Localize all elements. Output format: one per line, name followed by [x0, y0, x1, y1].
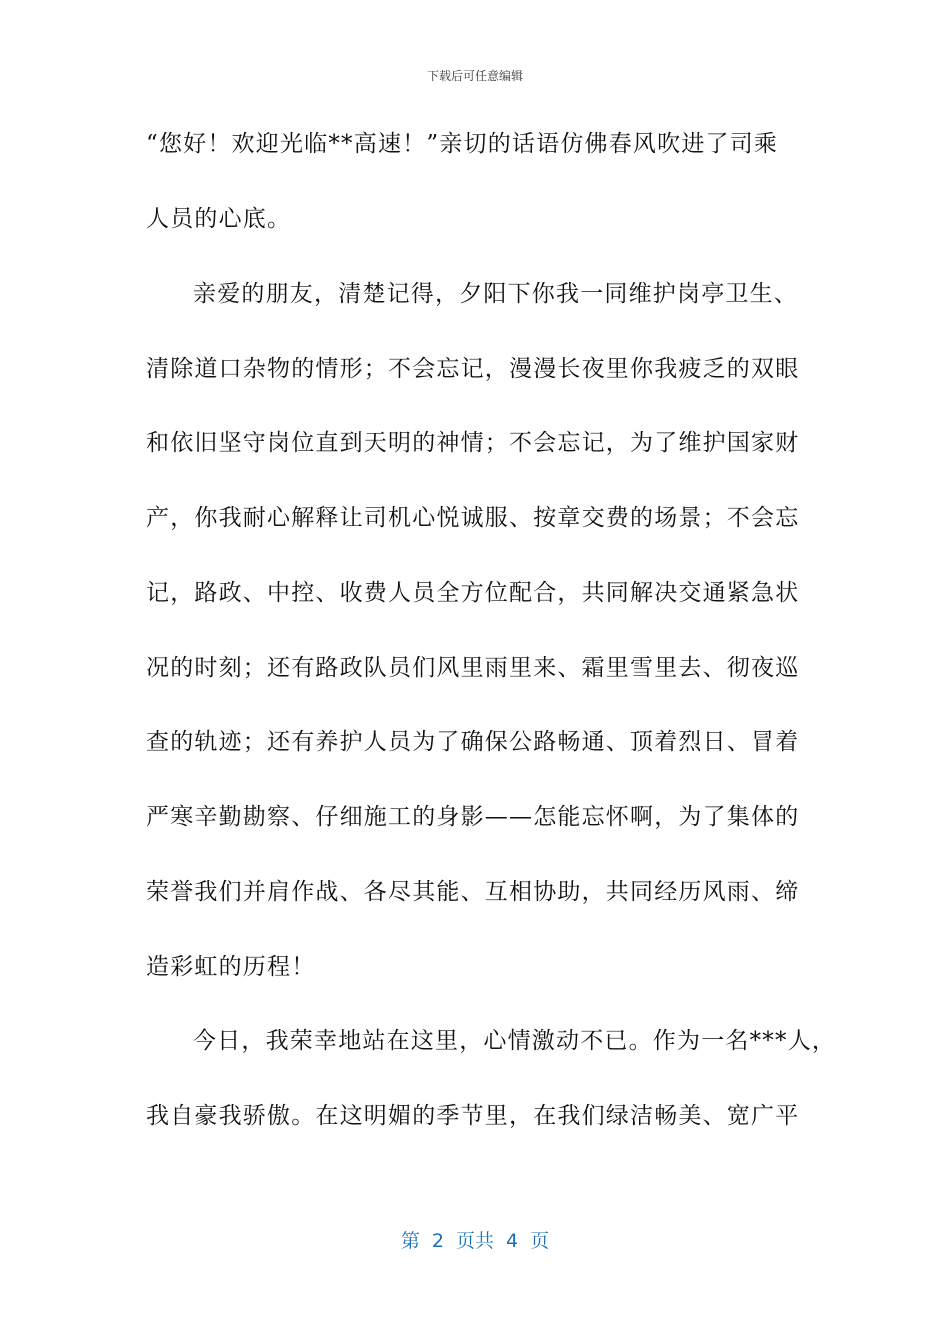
text-line: 荣誉我们并肩作战、各尽其能、互相协助，共同经历风雨、缔 [146, 879, 800, 905]
text-line: 况的时刻；还有路政队员们风里雨里来、霜里雪里去、彻夜巡 [146, 655, 800, 681]
text-line: 严寒辛勤勘察、仔细施工的身影——怎能忘怀啊，为了集体的 [146, 804, 800, 830]
text-line: “您好！欢迎光临**高速！”亲切的话语仿佛春风吹进了司乘 [146, 131, 779, 157]
text-line: 造彩虹的历程！ [146, 954, 316, 980]
page-header: 下载后可任意编辑 [426, 69, 523, 83]
page-number-footer: 第 2 页共 4 页 [400, 1230, 550, 1252]
text-line: 我自豪我骄傲。在这明媚的季节里，在我们绿洁畅美、宽广平 [146, 1103, 800, 1129]
paragraph-start-line: 今日，我荣幸地站在这里，心情激动不已。作为一名***人， [193, 1028, 837, 1054]
text-line: 查的轨迹；还有养护人员为了确保公路畅通、顶着烈日、冒着 [146, 729, 800, 755]
text-line: 和依旧坚守岗位直到天明的神情；不会忘记，为了维护国家财 [146, 430, 800, 456]
text-line: 清除道口杂物的情形；不会忘记，漫漫长夜里你我疲乏的双眼 [146, 356, 800, 382]
text-line: 产，你我耐心解释让司机心悦诚服、按章交费的场景；不会忘 [146, 505, 800, 531]
text-line: 记，路政、中控、收费人员全方位配合，共同解决交通紧急状 [146, 580, 800, 606]
text-line: 人员的心底。 [146, 206, 292, 232]
paragraph-start-line: 亲爱的朋友，清楚记得，夕阳下你我一同维护岗亭卫生、 [193, 281, 798, 307]
